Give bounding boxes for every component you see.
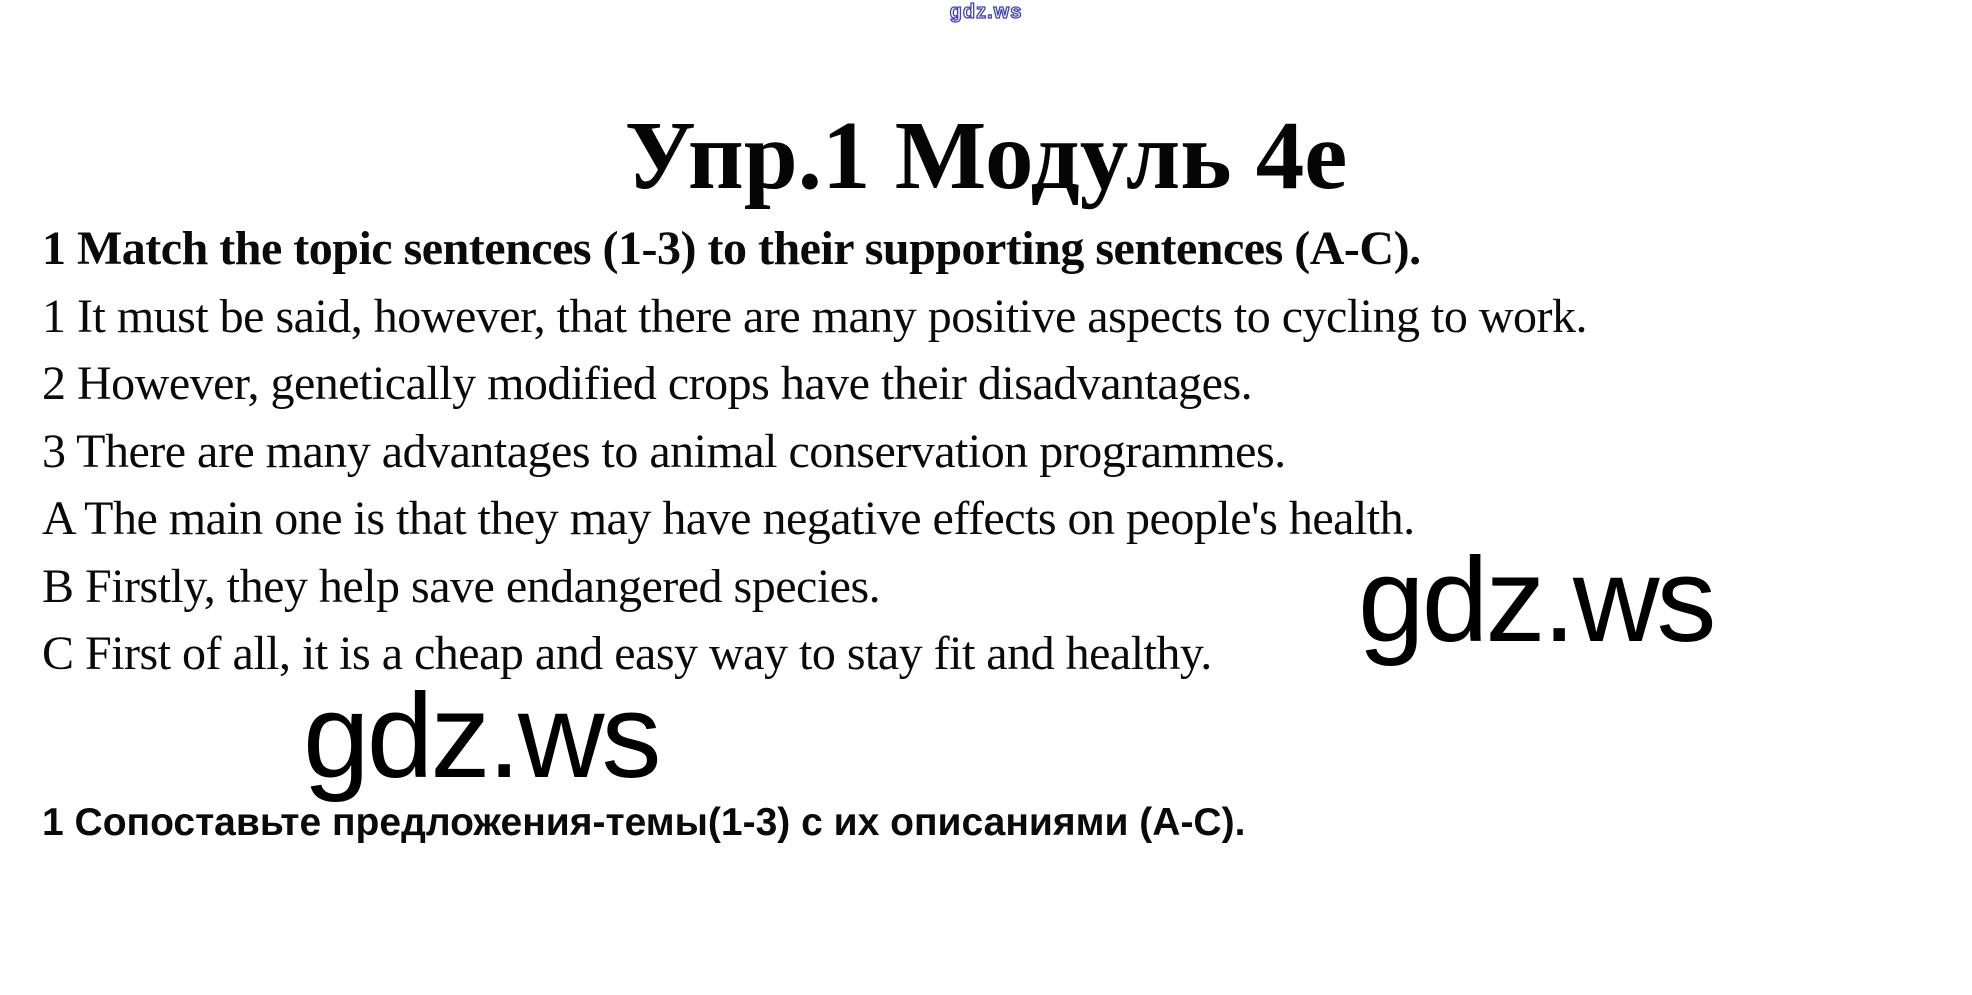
page-title: Упр.1 Модуль 4e bbox=[624, 101, 1348, 209]
exercise-instruction: 1 Match the topic sentences (1-3) to their supporting sentences (A-C). bbox=[42, 222, 1421, 275]
supporting-sentence-c: C First of all, it is a cheap and easy way to stay fit and healthy. bbox=[42, 627, 1212, 680]
gdz-watermark-right: gdz.ws bbox=[1358, 533, 1714, 667]
supporting-sentence-b: B Firstly, they help save endangered species. bbox=[42, 559, 881, 613]
exercise-translation-russian: 1 Сопоставьте предложения-темы(1-3) с их описаниями (A-C). bbox=[42, 801, 1246, 844]
gdz-watermark-center: gdz.ws bbox=[303, 669, 659, 803]
topic-sentence-2: 2 However, genetically modified crops have their disadvantages. bbox=[42, 357, 1253, 410]
gdz-watermark-top: gdz.ws bbox=[949, 1, 1023, 23]
topic-sentence-1: 1 It must be said, however, that there are many positive aspects to cycling to work. bbox=[42, 289, 1587, 343]
topic-sentence-3: 3 There are many advantages to animal conservation programmes. bbox=[42, 424, 1286, 478]
supporting-sentence-a: A The main one is that they may have negative effects on people's health. bbox=[42, 492, 1415, 545]
